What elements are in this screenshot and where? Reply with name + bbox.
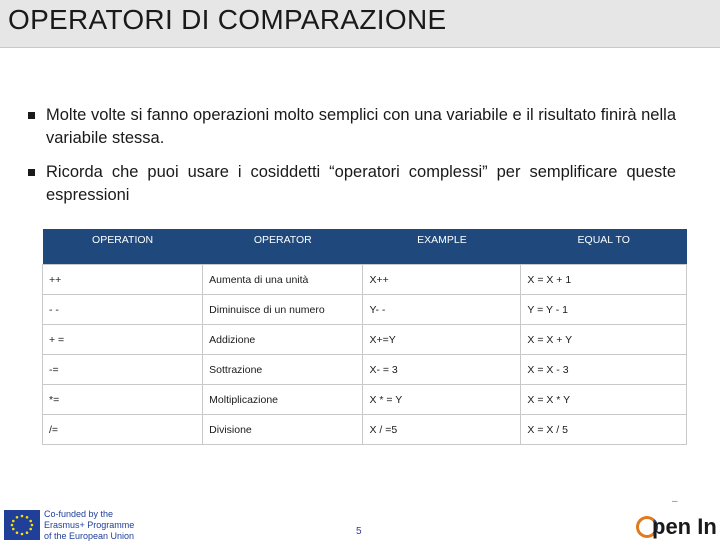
cell-operation: *= (43, 385, 203, 415)
eu-text-line: of the European Union (44, 531, 135, 541)
eu-text-line: Co-funded by the (44, 509, 114, 519)
cell-example: X / =5 (363, 415, 521, 445)
header-operation: OPERATION (43, 229, 203, 265)
title-bar (0, 0, 720, 48)
cell-operation: /= (43, 415, 203, 445)
cell-operator: Aumenta di una unità (203, 265, 363, 295)
table-row (43, 385, 687, 415)
page-number: 5 (356, 526, 362, 537)
bullet-item (28, 104, 676, 150)
eu-stars-icon (4, 510, 40, 540)
eu-cofunded-text (44, 509, 134, 542)
header-operator: OPERATOR (203, 229, 363, 265)
table-row (43, 325, 687, 355)
cell-operation: -= (43, 355, 203, 385)
cell-example: Y- - (363, 295, 521, 325)
header-equal-to: EQUAL TO (521, 229, 687, 265)
cell-equal-to: X = X * Y (521, 385, 687, 415)
cell-equal-to: X = X / 5 (521, 415, 687, 445)
footer-dash: – (672, 496, 678, 507)
table-row (43, 265, 687, 295)
table-header-row (43, 229, 687, 265)
cell-operation: ++ (43, 265, 203, 295)
cell-operator: Sottrazione (203, 355, 363, 385)
eu-flag-icon (4, 510, 40, 540)
table-row (43, 415, 687, 445)
table-row (43, 355, 687, 385)
cell-operation: - - (43, 295, 203, 325)
operators-table (42, 229, 687, 445)
bullet-square-icon (28, 112, 35, 119)
cell-operation: + = (43, 325, 203, 355)
cell-operator: Moltiplicazione (203, 385, 363, 415)
openin-logo-text: pen In (652, 514, 717, 539)
bullet-text: Ricorda che puoi usare i cosiddetti “operatori complessi” per semplificare queste espressioni (46, 163, 676, 204)
eu-text-line: Erasmus+ Programme (44, 520, 135, 530)
bullet-text: Molte volte si fanno operazioni molto semplici con una variabile e il risultato finirà nella variabile stessa. (46, 106, 676, 147)
bullet-item (28, 161, 676, 207)
cell-equal-to: X = X + 1 (521, 265, 687, 295)
cell-example: X+=Y (363, 325, 521, 355)
cell-example: X++ (363, 265, 521, 295)
cell-operator: Addizione (203, 325, 363, 355)
bullet-square-icon (28, 169, 35, 176)
cell-example: X * = Y (363, 385, 521, 415)
cell-operator: Diminuisce di un numero (203, 295, 363, 325)
cell-equal-to: X = X + Y (521, 325, 687, 355)
cell-equal-to: Y = Y - 1 (521, 295, 687, 325)
slide-title: OPERATORI DI COMPARAZIONE (8, 4, 447, 35)
cell-example: X- = 3 (363, 355, 521, 385)
cell-operator: Divisione (203, 415, 363, 445)
cell-equal-to: X = X - 3 (521, 355, 687, 385)
table-row (43, 295, 687, 325)
openin-logo (630, 508, 720, 540)
bullet-list (28, 104, 676, 218)
erasmus-logo (4, 508, 144, 540)
header-example: EXAMPLE (363, 229, 521, 265)
